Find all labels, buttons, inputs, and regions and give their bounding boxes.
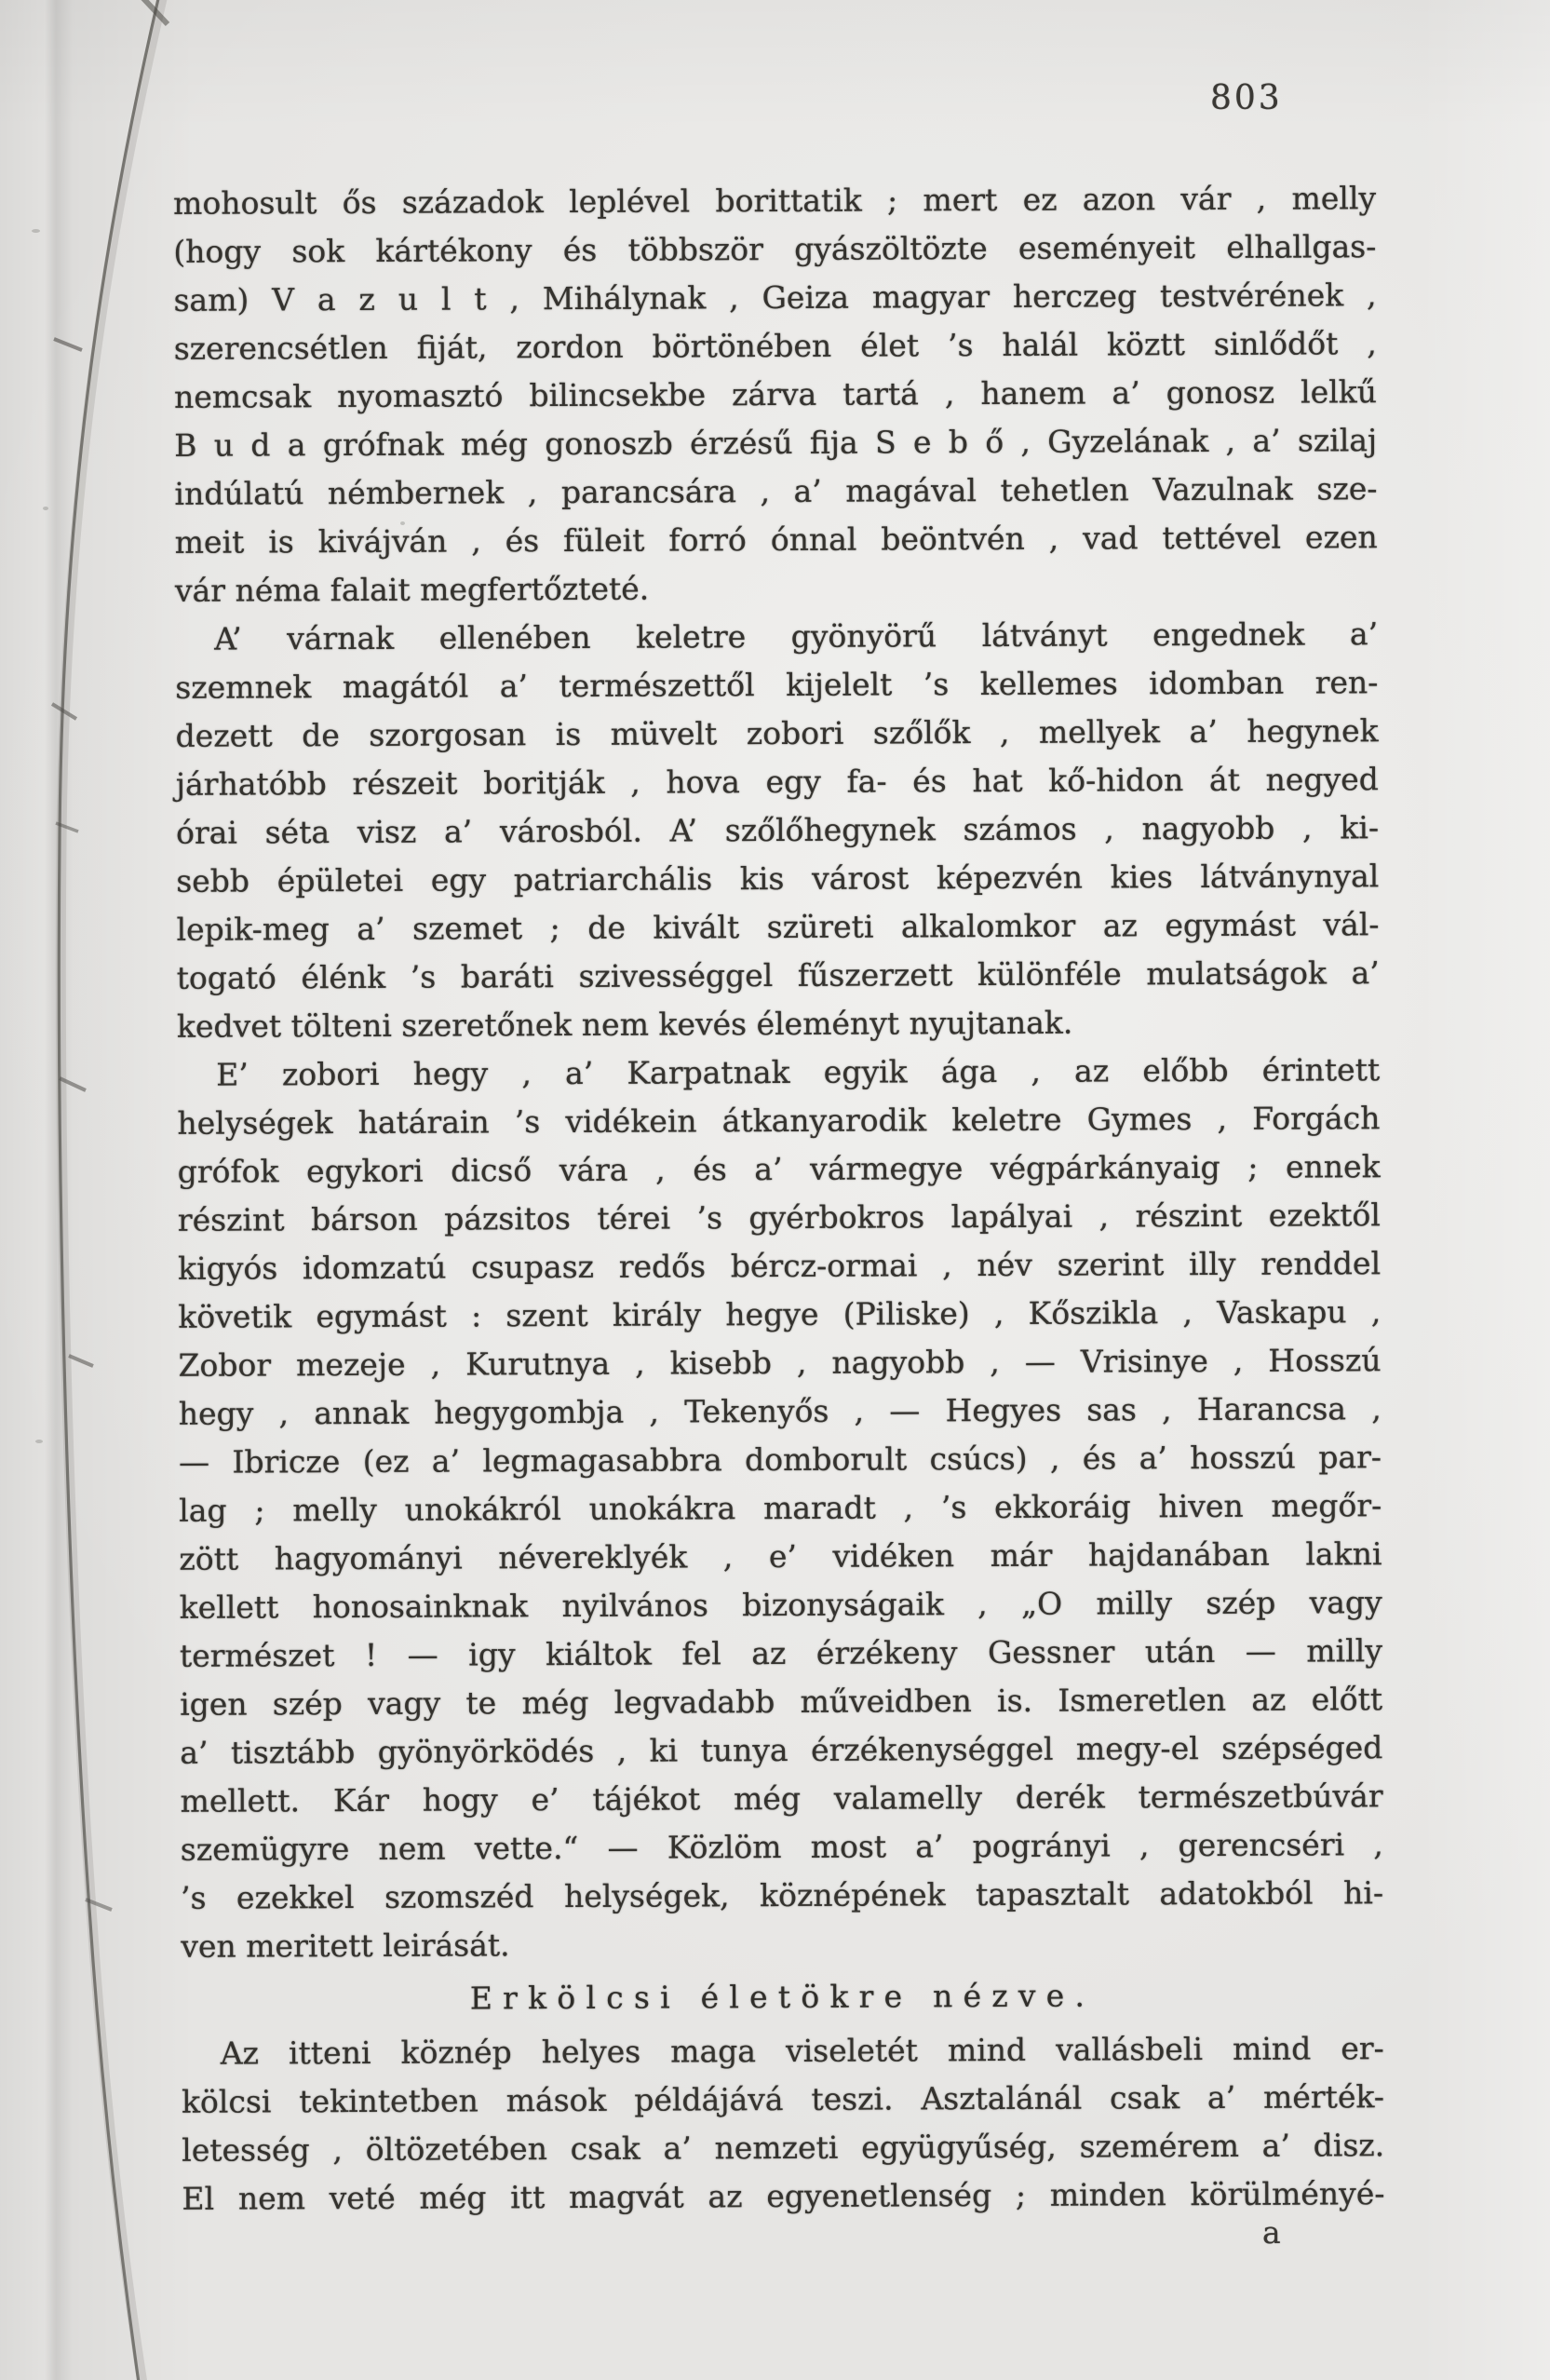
section-heading: Erkölcsi életökre nézve.: [469, 1977, 1096, 2017]
text-line: vár néma falait megfertőzteté.: [174, 570, 650, 609]
paper-speck: [35, 1440, 43, 1443]
text-line: részint bárson pázsitos térei ’s gyérbokros lapályai , részint ezektől: [177, 1197, 1381, 1238]
text-line: sebb épületei egy patriarchális kis várost képezvén kies látványnyal: [176, 858, 1380, 899]
text-line: kellett honosainknak nyilvános bizonyságaik , „O milly szép vagy: [179, 1584, 1382, 1626]
text-line: Zobor mezeje , Kurutnya , kisebb , nagyobb , — Vrisinye , Hosszú: [178, 1342, 1382, 1384]
text-line: kigyós idomzatú csupasz redős bércz-ormai , név szerint illy renddel: [178, 1245, 1382, 1287]
text-line: nemcsak nyomasztó bilincsekbe zárva tartá , hanem a’ gonosz lelkű: [173, 373, 1378, 415]
paragraph-1: [173, 174, 1378, 615]
text-line: igen szép vagy te még legvadabb műveidben is. Ismeretlen az előtt: [180, 1681, 1383, 1723]
text-line: mohosult ős századok leplével borittatik ; mert ez azon vár , melly: [173, 180, 1377, 222]
text-line: kedvet tölteni szeretőnek nem kevés éleményt nyujtanak.: [176, 1004, 1073, 1045]
text-line: E’ zobori hegy , a’ Karpatnak egyik ága , az előbb érintett: [216, 1051, 1381, 1093]
text-line: lag ; melly unokákról unokákra maradt , ’s ekkoráig hiven megőr-: [179, 1487, 1382, 1529]
text-line: szerencsétlen fiját, zordon börtönében élet ’s halál köztt sinlődőt ,: [173, 325, 1377, 367]
text-line: a’ tisztább gyönyörködés , ki tunya érzékenységgel megy-el szépséged: [180, 1729, 1383, 1771]
text-line: zött hagyományi névereklyék , e’ vidéken már hajdanában lakni: [179, 1535, 1382, 1577]
text-line: sam) V a z u l t , Mihálynak , Geiza magyar herczeg testvérének ,: [173, 277, 1377, 318]
paragraph-2: [175, 610, 1380, 1051]
paper-speck: [43, 507, 48, 510]
text-block: [173, 174, 1385, 2224]
text-line: követik egymást : szent király hegye (Piliske) , Kőszikla , Vaskapu ,: [178, 1293, 1382, 1335]
text-line: szemnek magától a’ természettől kijelelt ’s kellemes idomban ren-: [175, 664, 1379, 706]
text-line: órai séta visz a’ városból. A’ szőlőhegynek számos , nagyobb , ki-: [175, 809, 1380, 851]
paper-speck: [32, 229, 40, 233]
text-line: letesség , öltözetében csak a’ nemzeti együgyűség, szemérem a’ disz.: [182, 2127, 1385, 2169]
text-line: El nem veté még itt magvát az egyenetlenség ; minden körülményé-: [182, 2175, 1385, 2217]
text-line: (hogy sok kártékony és többször gyászöltözte eseményeit elhallgas-: [173, 228, 1377, 270]
text-line: grófok egykori dicső vára , és a’ vármegye végpárkányaig ; ennek: [177, 1148, 1381, 1190]
text-line: ven meritett leirását.: [181, 1927, 510, 1965]
paragraph-3: [177, 1046, 1383, 1971]
text-line: indúlatú némbernek , parancsára , a’ magával tehetlen Vazulnak sze-: [174, 470, 1378, 512]
page-number: 803: [1210, 79, 1283, 117]
text-line: helységek határain ’s vidékein átkanyarodik keletre Gymes , Forgách: [177, 1100, 1381, 1142]
text-line: B u d a grófnak még gonoszb érzésű fija S e b ő , Gyzelának , a’ szilaj: [174, 422, 1378, 464]
paragraph-4: [182, 2024, 1385, 2224]
text-line: Az itteni köznép helyes maga viseletét mind vallásbeli mind er-: [220, 2030, 1384, 2072]
text-line: természet ! — igy kiáltok fel az érzékeny Gessner után — milly: [179, 1632, 1382, 1674]
text-line: mellett. Kár hogy e’ tájékot még valamelly derék természetbúvár: [180, 1778, 1383, 1819]
text-line: dezett de szorgosan is müvelt zobori szőlők , mellyek a’ hegynek: [175, 712, 1379, 754]
text-line: kölcsi tekintetben mások példájává teszi. Asztalánál csak a’ mérték-: [181, 2078, 1385, 2120]
text-line: A’ várnak ellenében keletre gyönyörű látványt engednek a’: [214, 615, 1379, 657]
text-line: szemügyre nem vette.“ — Közlöm most a’ pogrányi , gerencséri ,: [180, 1826, 1383, 1868]
text-line: járhatóbb részeit boritják , hova egy fa- és hat kő-hidon át negyed: [175, 761, 1379, 803]
catchword: a: [1262, 2214, 1281, 2251]
text-line: — Ibricze (ez a’ legmagasabbra domborult csúcs) , és a’ hosszú par-: [178, 1439, 1382, 1481]
text-line: ’s ezekkel szomszéd helységek, köznépének tapasztalt adatokból hi-: [180, 1874, 1384, 1916]
text-line: togató élénk ’s baráti szivességgel fűszerzett különféle mulatságok a’: [176, 954, 1380, 996]
text-line: meit is kivájván , és füleit forró ónnal beöntvén , vad tettével ezen: [174, 519, 1378, 561]
text-line: lepik-meg a’ szemet ; de kivált szüreti alkalomkor az egymást vál-: [176, 906, 1380, 948]
text-line: hegy , annak hegygombja , Tekenyős , — Hegyes sas , Harancsa ,: [178, 1390, 1382, 1432]
